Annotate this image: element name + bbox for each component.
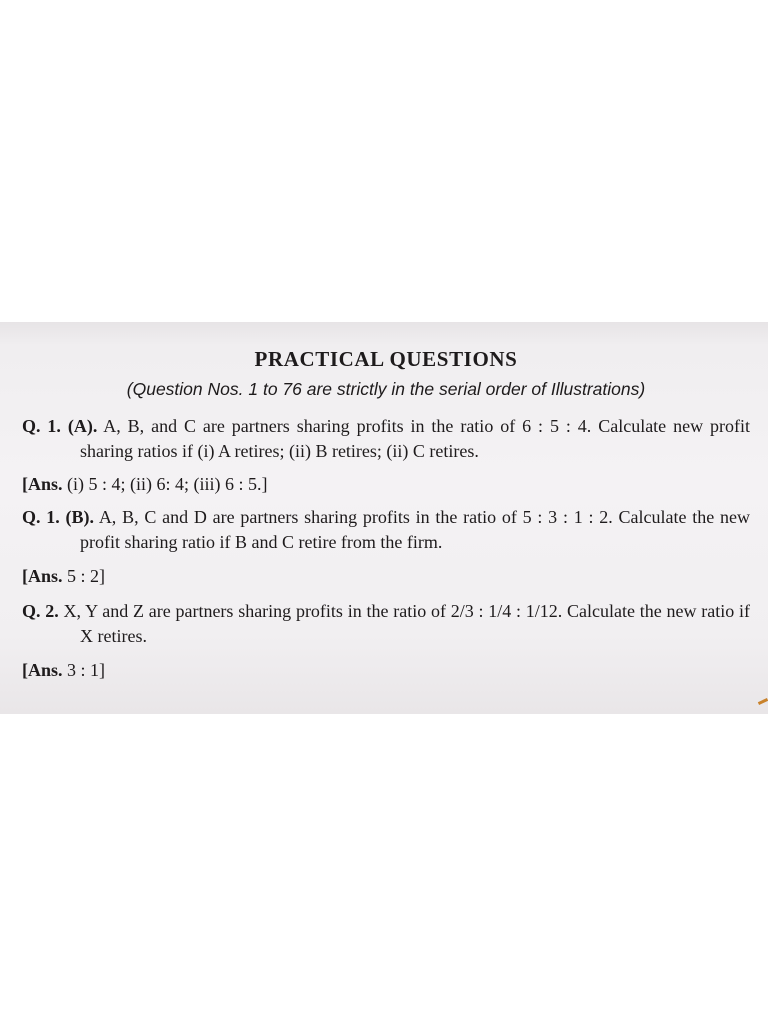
answer-2: [22, 658, 750, 683]
question-label: Q. 1.: [22, 416, 61, 436]
question-part: (A).: [67, 416, 98, 436]
answer-text: 3 : 1]: [67, 660, 106, 680]
question-1a: [22, 414, 750, 464]
answer-label: [Ans.: [22, 474, 63, 494]
answer-1a: [22, 472, 750, 497]
question-2: [22, 599, 750, 649]
page-subtitle: (Question Nos. 1 to 76 are strictly in the serial order of Illustrations): [126, 379, 646, 399]
question-list: [22, 414, 750, 683]
document-page: [22, 344, 750, 683]
answer-text: 5 : 2]: [67, 566, 106, 586]
answer-label: [Ans.: [22, 566, 63, 586]
question-label: Q. 1.: [22, 507, 60, 527]
question-text: A, B, C and D are partners sharing profits in the ratio of 5 : 3 : 1 : 2. Calculate the new profit sharing ratio if B and C retire from the firm.: [80, 507, 750, 552]
answer-text: (i) 5 : 4; (ii) 6: 4; (iii) 6 : 5.]: [67, 474, 268, 494]
question-text: A, B, and C are partners sharing profits in the ratio of 6 : 5 : 4. Calculate new profit sharing ratios if (i) A retires; (ii) B retires; (ii) C retires.: [80, 416, 750, 461]
page-title: PRACTICAL QUESTIONS: [254, 347, 518, 371]
question-1b: [22, 505, 750, 555]
question-part: (B).: [65, 507, 95, 527]
answer-label: [Ans.: [22, 660, 63, 680]
question-text: X, Y and Z are partners sharing profits in the ratio of 2/3 : 1/4 : 1/12. Calculate the new ratio if X retires.: [63, 601, 750, 646]
question-label: Q. 2.: [22, 601, 59, 621]
answer-1b: [22, 564, 750, 589]
